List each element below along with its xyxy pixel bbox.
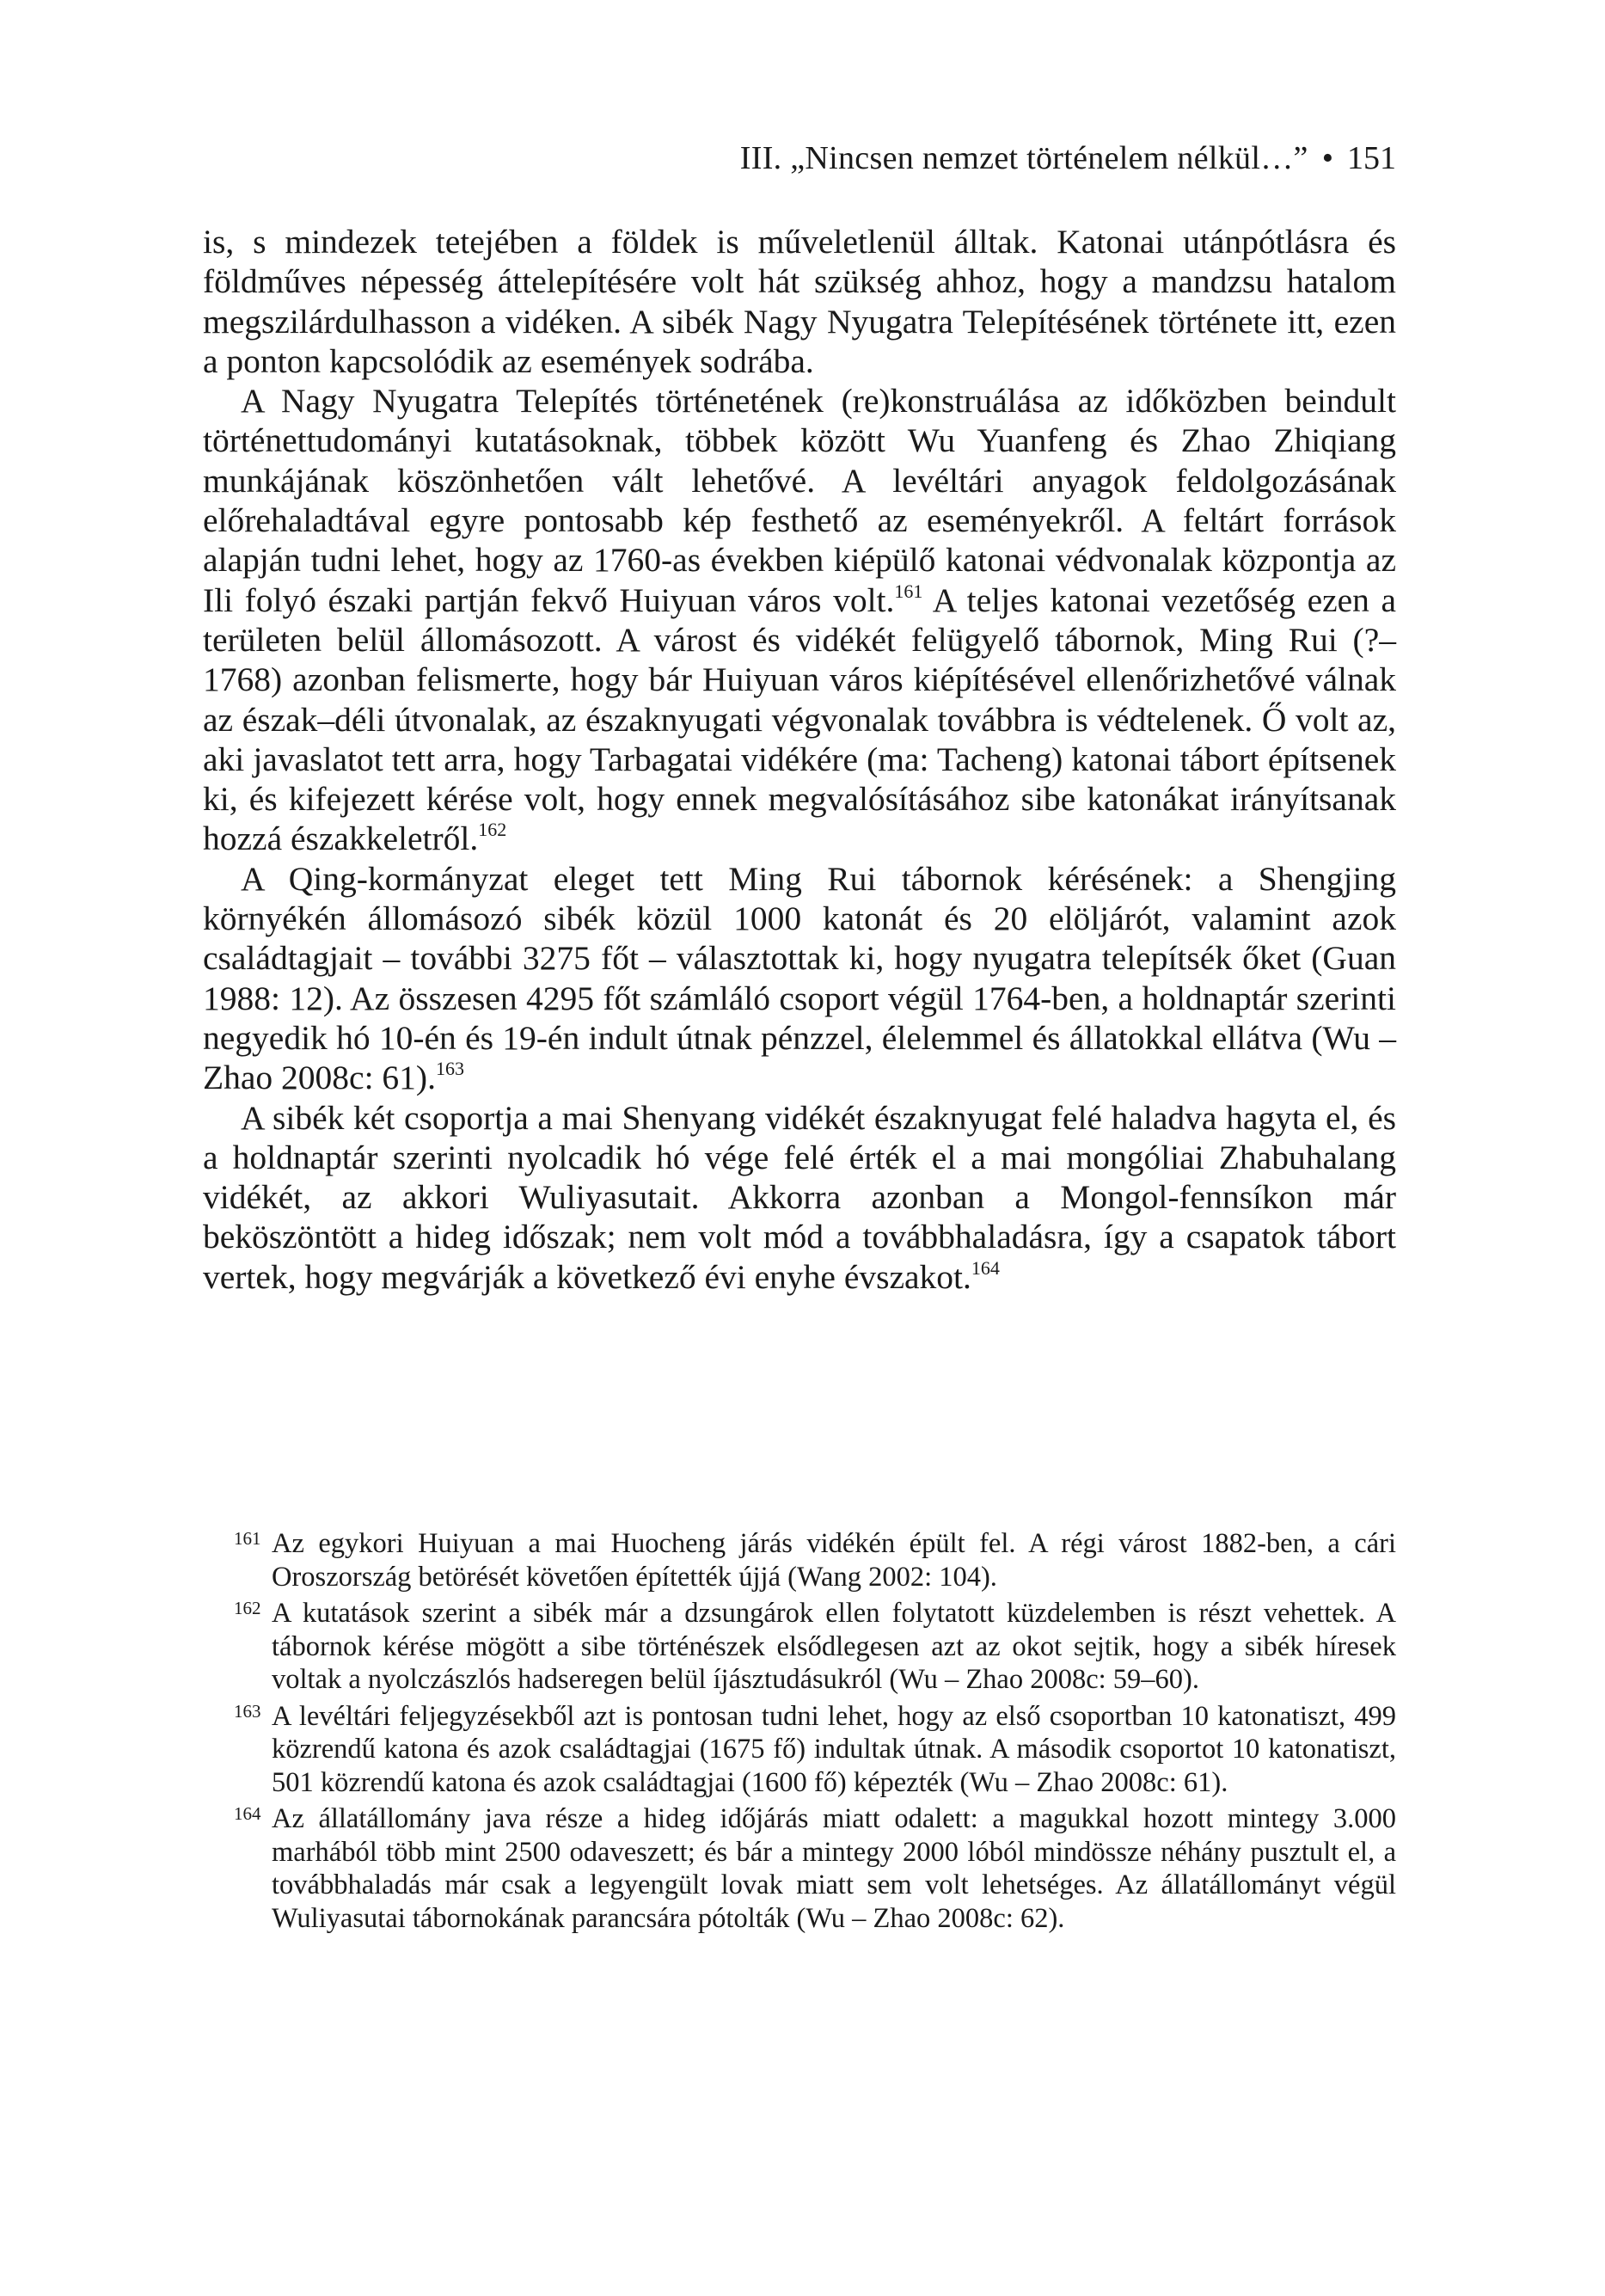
body-paragraph [203,859,1396,1098]
footnote-text: A kutatások szerint a sibék már a dzsungárok ellen folytatott küzdelemben is részt vehettek. A tábornok kérése mögött a sibe történészek elsődlegesen azt az okot sejtik, hogy a sibék híresek voltak a nyolczászlós hadseregen belül íjásztudásukról (Wu – Zhao 2008c: 59–60). [272,1598,1396,1695]
footnote [203,1597,1396,1697]
footnote [203,1802,1396,1935]
footnote-number: 162 [234,1598,261,1618]
chapter-title: III. „Nincsen nemzet történelem nélkül…” [739,140,1308,176]
paragraph-text: A teljes katonai vezetőség ezen a területen belül állomásozott. A várost és vidékét felügyelő tábornok, Ming Rui (?–1768) azonban felismerte, hogy bár Huiyuan város kiépítésével ellenőrizhetővé válnak az észak–déli útvonalak, az északnyugati végvonalak továbbra is védtelenek. Ő volt az, aki javaslatot tett arra, hogy Tarbagatai vidékére (ma: Tacheng) katonai tábort építsenek ki, és kifejezett kérése volt, hogy ennek megvalósításához sibe katonákat irányítsanak hozzá északkeletről. [203,580,1396,858]
paragraph-text: A Nagy Nyugatra Telepítés történetének (re)konstruálása az időközben beindult történettudományi kutatásoknak, többek között Wu Yuanfeng és Zhao Zhiqiang munkájának köszönhetően vált lehetővé. A levéltári anyagok feldolgozásának előrehaladtával egyre pontosabb kép festhető az eseményekről. A feltárt források alapján tudni lehet, hogy az 1760-as években kiépülő katonai védvonalak központja az Ili folyó északi partján fekvő Huiyuan város volt. [203,382,1396,619]
footnote [203,1527,1396,1593]
footnote-number: 164 [234,1803,261,1824]
paragraph-text: A sibék két csoportja a mai Shenyang vidékét északnyugat felé haladva hagyta el, és a holdnaptár szerinti nyolcadik hó vége felé érték el a mai mongóliai Zhabuhalang vidékét, az akkori Wuliyasutait. Akkorra azonban a Mongol-fennsíkon már beköszöntött a hideg időszak; nem volt mód a továbbhaladásra, így a csapatok tábort vertek, hogy megvárják a következő évi enyhe évszakot. [203,1098,1396,1296]
footnote-text: A levéltári feljegyzésekből azt is pontosan tudni lehet, hogy az első csoportban 10 katonatiszt, 499 közrendű katona és azok családtagjai (1675 fő) indultak útnak. A második csoportot 10 katonatiszt, 501 közrendű katona és azok családtagjai (1600 fő) képezték (Wu – Zhao 2008c: 61). [272,1700,1396,1798]
paragraph-text: A Qing-kormányzat eleget tett Ming Rui tábornok kérésének: a Shengjing környékén állomásozó sibék közül 1000 katonát és 20 elöljárót, valamint azok családtagjait – további 3275 főt – választottak ki, hogy nyugatra telepítsék őket (Guan 1988: 12). Az összesen 4295 főt számláló csoport végül 1764-ben, a holdnaptár szerinti negyedik hó 10-én és 19-én indult útnak pénzzel, élelemmel és állatokkal ellátva (Wu – Zhao 2008c: 61). [203,859,1396,1097]
footnote-reference[interactable]: 161 [894,580,923,602]
footnotes-section [203,1527,1396,1938]
bullet-separator: • [1321,140,1333,176]
body-paragraph [203,381,1396,859]
running-head [203,138,1396,179]
footnote-reference[interactable]: 162 [478,819,507,841]
footnote [203,1700,1396,1800]
footnote-number: 163 [234,1700,261,1722]
footnote-reference[interactable]: 164 [971,1256,1000,1279]
page-number: 151 [1347,140,1396,176]
body-text [203,222,1396,1297]
footnote-reference[interactable]: 163 [435,1058,464,1080]
footnote-text: Az egykori Huiyuan a mai Huocheng járás vidékén épült fel. A régi várost 1882-ben, a cári Oroszország betörését követően építették újjá (Wang 2002: 104). [272,1528,1396,1593]
body-paragraph [203,222,1396,381]
footnote-number: 161 [234,1528,261,1549]
paragraph-text: is, s mindezek tetejében a földek is műveletlenül álltak. Katonai utánpótlásra és földműves népesség áttelepítésére volt hát szükség ahhoz, hogy a mandzsu hatalom megszilárdulhasson a vidéken. A sibék Nagy Nyugatra Telepítésének története itt, ezen a ponton kapcsolódik az események sodrába. [203,223,1396,380]
footnote-text: Az állatállomány java része a hideg időjárás miatt odalett: a magukkal hozott mintegy 3.000 marhából több mint 2500 odaveszett; és bár a mintegy 2000 lóból mindössze néhány pusztult el, a továbbhaladás már csak a legyengült lovak miatt sem volt lehetséges. Az állatállományt végül Wuliyasutai tábornokának parancsára pótolták (Wu – Zhao 2008c: 62). [272,1803,1396,1934]
body-paragraph [203,1098,1396,1297]
